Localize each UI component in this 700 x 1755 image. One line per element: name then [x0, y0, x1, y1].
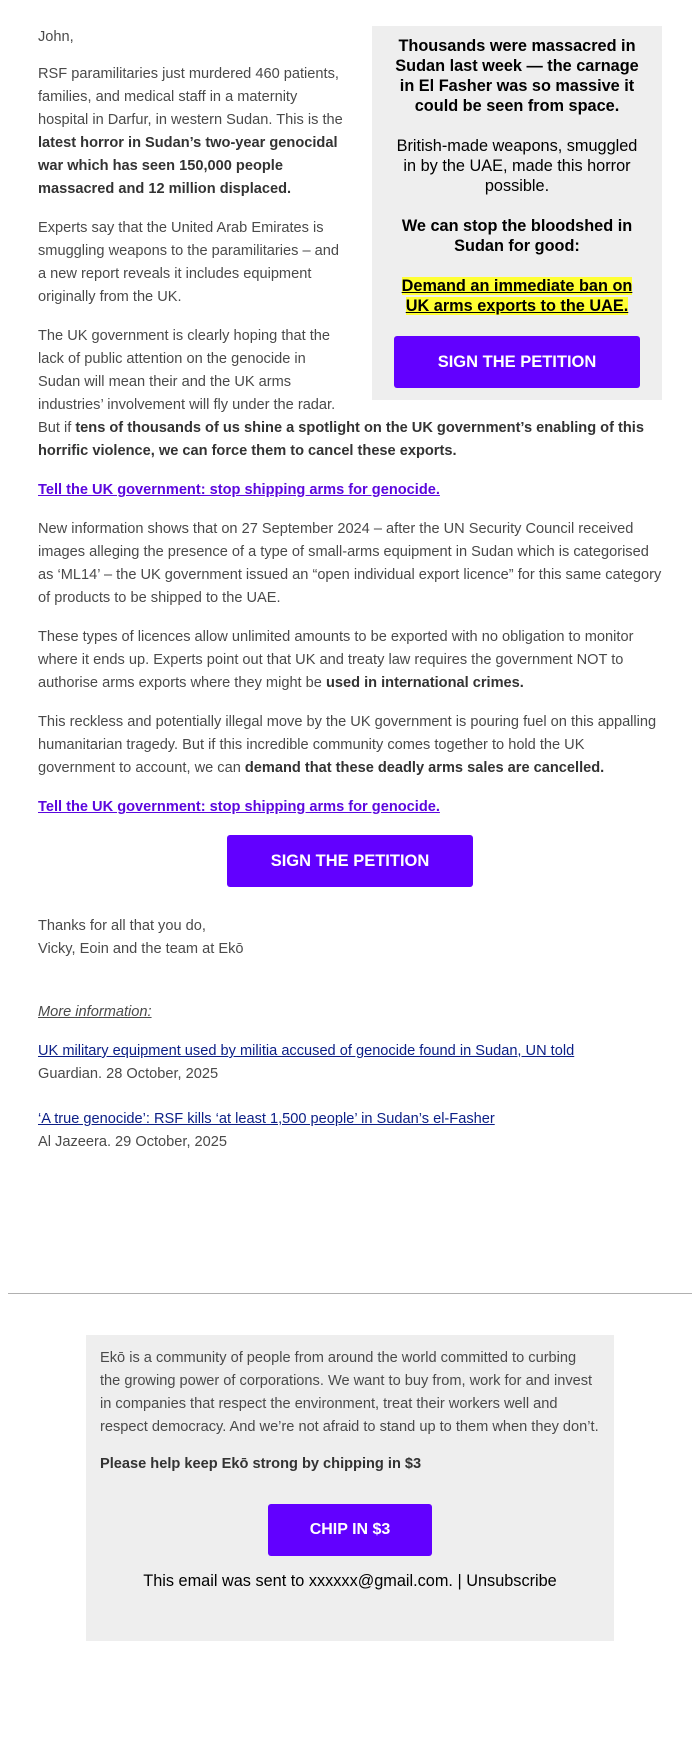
source-item — [38, 1108, 662, 1154]
source-meta-guardian: Guardian. 28 October, 2025 — [38, 1066, 219, 1082]
petition-sidebox — [372, 26, 662, 400]
body-paragraph-4: New information shows that on 27 September 2024 – after the UN Security Council received images alleging the presence of a type of small-arms equipment in Sudan which is categorised as ‘ML14’ – the UK government issued an “open individual export licence” for this same category of products to be shipped to the UAE. — [38, 521, 662, 606]
intro-p3-bold: tens of thousands of us shine a spotlight on the UK government’s enabling of this horrific violence, we can force them to cancel these exports. — [38, 420, 644, 459]
chip-button-row — [100, 1504, 600, 1556]
unsubscribe-link[interactable]: Unsubscribe — [466, 1572, 557, 1590]
sent-prefix: This email was sent to — [143, 1572, 309, 1590]
body-p5-text: These types of licences allow unlimited amounts to be exported with no obligation to monitor where it ends up. Experts point out that UK and treaty law requires the government NOT to authorise arms exports where they might be — [38, 629, 634, 691]
sent-separator: . | — [448, 1572, 467, 1590]
footer-about: Ekō is a community of people from around the world committed to curbing the growing power of corporations. We want to buy from, work for and invest in companies that respect the environment, treat their workers well and respect democracy. And we’re not afraid to stand up to them when they don’t. — [100, 1350, 599, 1435]
footer-divider — [8, 1293, 692, 1294]
intro-p3-text: The UK government is clearly hoping that the lack of public attention on the genocide in Sudan will mean their and the UK arms industries’ involvement will fly under the radar. But if — [38, 328, 336, 436]
sidebox-stop-text: We can stop the bloodshed in Sudan for good: — [401, 217, 633, 255]
source-link-aljazeera[interactable]: ‘A true genocide’: RSF kills ‘at least 1,500 people’ in Sudan’s el-Fasher — [38, 1111, 495, 1127]
body-p6-text: This reckless and potentially illegal move by the UK government is pouring fuel on this appalling humanitarian tragedy. But if this incredible community comes together to hold the UK government to account, we can — [38, 714, 657, 776]
sidebox-body: British-made weapons, smuggled in by the UAE, made this horror possible. — [396, 137, 638, 195]
chip-in-button[interactable]: CHIP IN $3 — [268, 1504, 432, 1556]
body-paragraph-6 — [38, 711, 662, 780]
footer-box — [86, 1335, 614, 1641]
source-meta-aljazeera: Al Jazeera. 29 October, 2025 — [38, 1134, 228, 1150]
body-p5-bold: used in international crimes. — [325, 675, 524, 691]
intro-paragraph-2: Experts say that the United Arab Emirates is smuggling weapons to the paramilitaries – and a new report reveals it includes equipment originally from the UK. — [38, 220, 339, 305]
source-item — [38, 1040, 662, 1086]
signoff-line-2: Vicky, Eoin and the team at Ekō — [38, 941, 244, 957]
footer-cta-text: Please help keep Ekō strong by chipping in $3 — [100, 1456, 422, 1472]
recipient-email-link[interactable]: xxxxxx@gmail.com — [308, 1572, 449, 1590]
petition-text-link-2[interactable]: Tell the UK government: stop shipping arms for genocide. — [38, 799, 440, 815]
main-button-row — [38, 835, 662, 887]
source-link-guardian[interactable]: UK military equipment used by militia accused of genocide found in Sudan, UN told — [38, 1043, 575, 1059]
sign-petition-button[interactable]: SIGN THE PETITION — [227, 835, 473, 887]
sidebox-headline: Thousands were massacred in Sudan last week — the carnage in El Fasher was so massive it could be seen from space. — [395, 37, 639, 115]
petition-text-link-1[interactable]: Tell the UK government: stop shipping arms for genocide. — [38, 482, 440, 498]
more-info-heading — [38, 1001, 662, 1024]
signoff-line-1: Thanks for all that you do, — [38, 918, 206, 934]
sent-to-line — [100, 1570, 600, 1593]
email-body — [38, 0, 662, 1176]
greeting: John, — [38, 29, 74, 45]
body-paragraph-5 — [38, 626, 662, 695]
signoff — [38, 915, 662, 961]
demand-ban-link[interactable]: Demand an immediate ban on UK arms exports to the UAE. — [401, 277, 633, 315]
intro-p1-bold: latest horror in Sudan’s two-year genocidal war which has seen 150,000 people massacred and 12 million displaced. — [38, 135, 338, 197]
intro-p1-text: RSF paramilitaries just murdered 460 patients, families, and medical staff in a maternity hospital in Darfur, in western Sudan. This is the — [38, 66, 343, 128]
sidebox-sign-petition-button[interactable]: SIGN THE PETITION — [394, 336, 640, 388]
more-info-heading-text: More information: — [38, 1004, 152, 1020]
body-p6-bold: demand that these deadly arms sales are cancelled. — [244, 760, 605, 776]
